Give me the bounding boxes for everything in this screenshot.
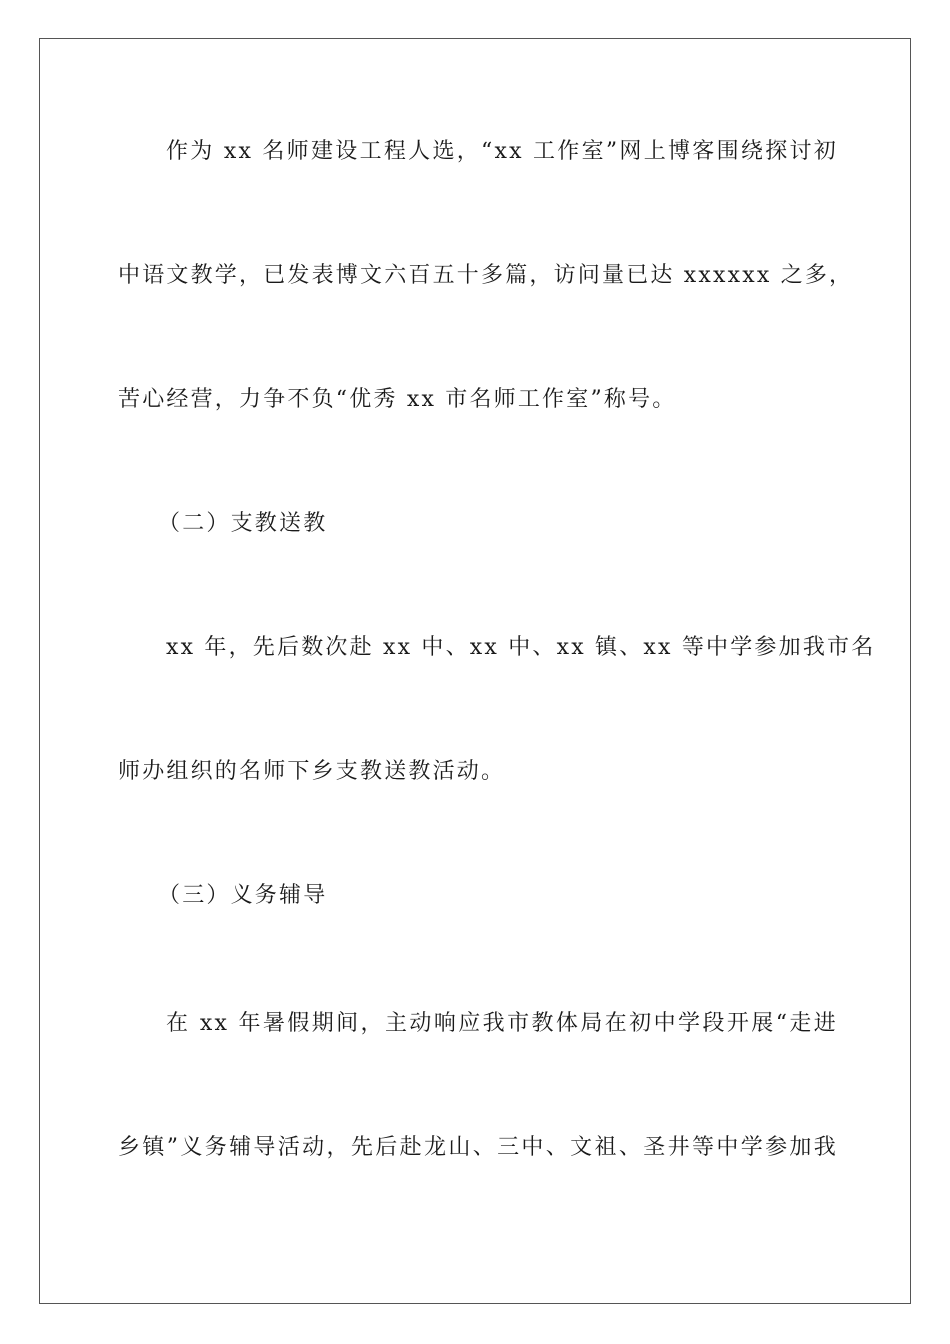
paragraph-3-line-2: 乡镇”义务辅导活动，先后赴龙山、三中、文祖、圣井等中学参加我 xyxy=(118,1135,838,1160)
page-border xyxy=(39,38,911,1304)
paragraph-1-line-2: 中语文教学，已发表博文六百五十多篇，访问量已达 xxxxxx 之多， xyxy=(118,263,854,288)
paragraph-2-line-1: xx 年，先后数次赴 xx 中、xx 中、xx 镇、xx 等中学参加我市名 xyxy=(166,635,876,660)
paragraph-3-line-1: 在 xx 年暑假期间，主动响应我市教体局在初中学段开展“走进 xyxy=(166,1011,838,1036)
section-heading-3: （三）义务辅导 xyxy=(158,883,328,908)
section-heading-2: （二）支教送教 xyxy=(158,511,328,536)
paragraph-2-line-2: 师办组织的名师下乡支教送教活动。 xyxy=(118,759,506,784)
paragraph-1-line-1: 作为 xx 名师建设工程人选，“xx 工作室”网上博客围绕探讨初 xyxy=(166,139,838,164)
paragraph-1-line-3: 苦心经营，力争不负“优秀 xx 市名师工作室”称号。 xyxy=(118,387,677,412)
